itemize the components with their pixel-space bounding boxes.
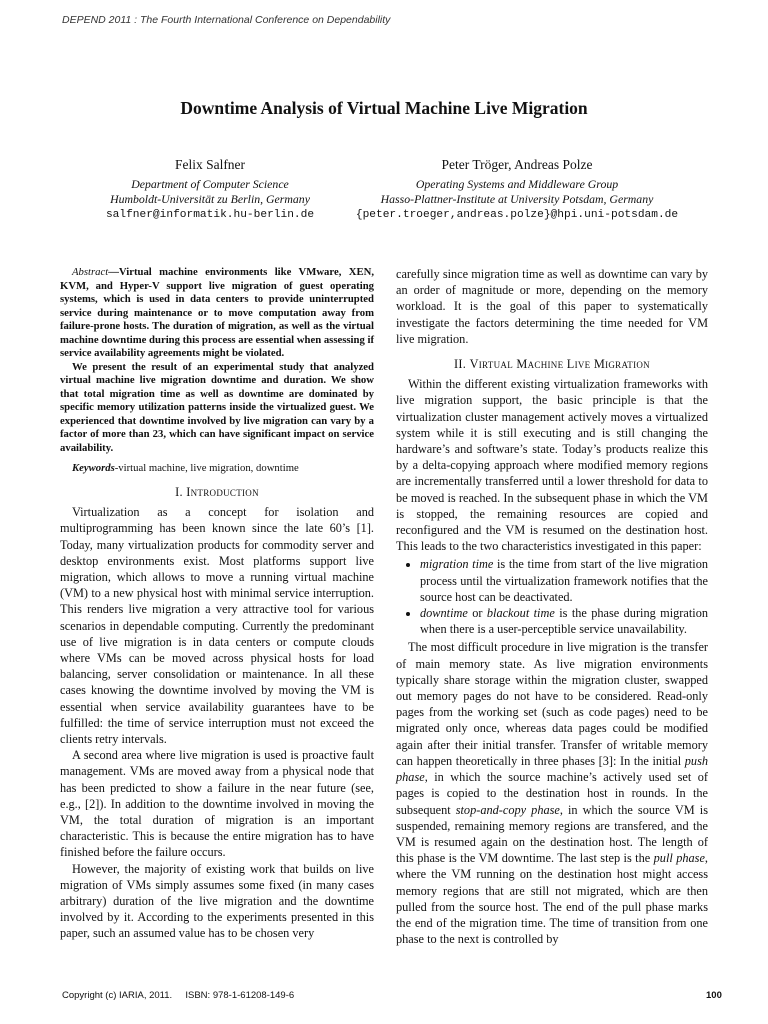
section2-paragraph-2: The most difficult procedure in live migration is the transfer of main memory state. As live migration environments typically share storage within the migration cluster, swapped out memory pages do not have to be considered. Read-only pages from the working set (such as code pages) need to be migrated only once, whereas data pages could be modified again after their initial transfer. Transfer of writable memory can happen theoretically in three phases [3]: In the initial push phase, in which the source machine’s actively used set of pages is copied to the destination host in rounds. In the subsequent stop-and-copy phase, in which the source VM is suspended, remaining memory regions are transfered, and the VM is resumed again on the destination host. The length of this phase is the VM downtime. The last step is the pull phase, where the VM running on the destination host might access memory regions that are still not migrated, which are then pulled from the source host. The end of the pull phase marks the end of the migration time. The time of transition from one phase to the next is controlled by	[396, 640, 708, 947]
author-department: Operating Systems and Middleware Group	[415, 176, 619, 191]
author-email[interactable]: salfner@informatik.hu-berlin.de	[105, 208, 315, 221]
abstract-paragraph-1: —Virtual machine environments like VMware, XEN, KVM, and Hyper-V support live migration of guest operating systems, which is used in data centers to provide uninterrupted service during maintenance or to move computation away from failure-prone hosts. The duration of migration, as well as the virtual machine downtime during this process are essential when assessing if service availability agreements might be violated.	[60, 266, 375, 359]
abstract	[60, 266, 374, 455]
author-institution: Humboldt-Universität zu Berlin, Germany	[110, 192, 310, 206]
section-heading-introduction: I. Introduction	[175, 485, 259, 499]
abstract-paragraph-2: We present the result of an experimental study that analyzed virtual machine live migration downtime and duration. We show that total migration time as well as downtime are dominated by specific memory utilization patterns inside the virtualized guest. We experienced that downtime involved by live migration can vary by a factor of more than 23, which can have significant impact on service availability.	[60, 360, 374, 454]
page-number: 100	[706, 990, 722, 1001]
left-column	[60, 266, 374, 942]
author-institution: Hasso-Plattner-Institute at University Potsdam, Germany	[380, 192, 654, 206]
section2-paragraph-1: Within the different existing virtualization frameworks with live migration support, the basic principle is that the virtualization cluster management actively moves a virtualized system while it is still executing and is still changing the hardware’s and software’s state. Today’s products realize this by a delta-copying approach where modified memory regions are incrementally transferred until a lower threshold for data to be moved is reached. In the subsequent phase in which the VM is stopped, the remaining resources are copied and reconfigured and the VM is resumed on the destination host. This leads to the two characteristics investigated in this paper:	[396, 377, 708, 554]
author-name: Felix Salfner	[174, 157, 246, 172]
right-column	[396, 266, 708, 947]
author-department: Department of Computer Science	[131, 176, 289, 191]
list-item: • migration time is the time from start of the live migration process until the virtualization framework notifies that the source host can be deactivated.	[420, 556, 708, 605]
section-heading-live-migration: II. Virtual Machine Live Migration	[454, 357, 650, 372]
intro-paragraph-3: However, the majority of existing work that builds on live migration of VMs simply assumes some fixed (in many cases arbitrary) duration of the live migration and the downtime involved by it. According to the experiments presented in this paper, such an assumed value has to be chosen very	[60, 861, 374, 941]
intro-paragraph-2: A second area where live migration is used is proactive fault management. VMs are moved away from a physical node that has been predicted to show a failure in the near future (see, e.g., [2]). In addition to the downtime involved in moving the VM, the total duration of migration is an important characteristic. This is because the entire migration has to have finished before the failure occurs.	[60, 748, 374, 860]
list-item: • downtime or blackout time is the phase during migration when there is a user-perceptible service unavailability.	[420, 605, 708, 637]
author-email[interactable]: {peter.troeger,andreas.polze}@hpi.uni-potsdam.de	[355, 208, 679, 221]
author-name: Peter Tröger, Andreas Polze	[441, 157, 593, 172]
keywords: Keywords-virtual machine, live migration, downtime	[72, 462, 299, 474]
definition-list	[396, 556, 708, 637]
paper-title: Downtime Analysis of Virtual Machine Live Migration	[180, 98, 588, 118]
intro-paragraph-1: Virtualization as a concept for isolation and multiprogramming has been known since the late 60’s [1]. Today, many virtualization products for commodity server and desktop environments exist. Most platforms support live migration, which allows to move a running virtual machine (VM) to a new physical host with minimal service interruption. This renders live migration a very attractive tool for various scenarios in dependable computing. Currently the predominant use of live migration is in data centers or compute clouds where VMs can be moved across physical hosts for load balancing, server consolidation or maintenance. In all these cases knowing the downtime involved by moving the VM is essential when service availability guarantees have to be fulfilled: the time of service interruption must not exceed the clients retry intervals.	[60, 505, 374, 747]
abstract-label: Abstract	[72, 266, 109, 278]
author-block-2	[318, 157, 716, 223]
intro-continued: carefully since migration time as well as downtime can vary by an order of magnitude or more, depending on the memory workload. It is the goal of this paper to systematically investigate the factors determining the time needed for VM live migration.	[396, 267, 708, 346]
author-block-1	[60, 157, 360, 223]
footer-copyright: Copyright (c) IARIA, 2011. ISBN: 978-1-61208-149-6	[62, 990, 295, 1001]
conference-header: DEPEND 2011 : The Fourth International Conference on Dependability	[62, 14, 391, 26]
